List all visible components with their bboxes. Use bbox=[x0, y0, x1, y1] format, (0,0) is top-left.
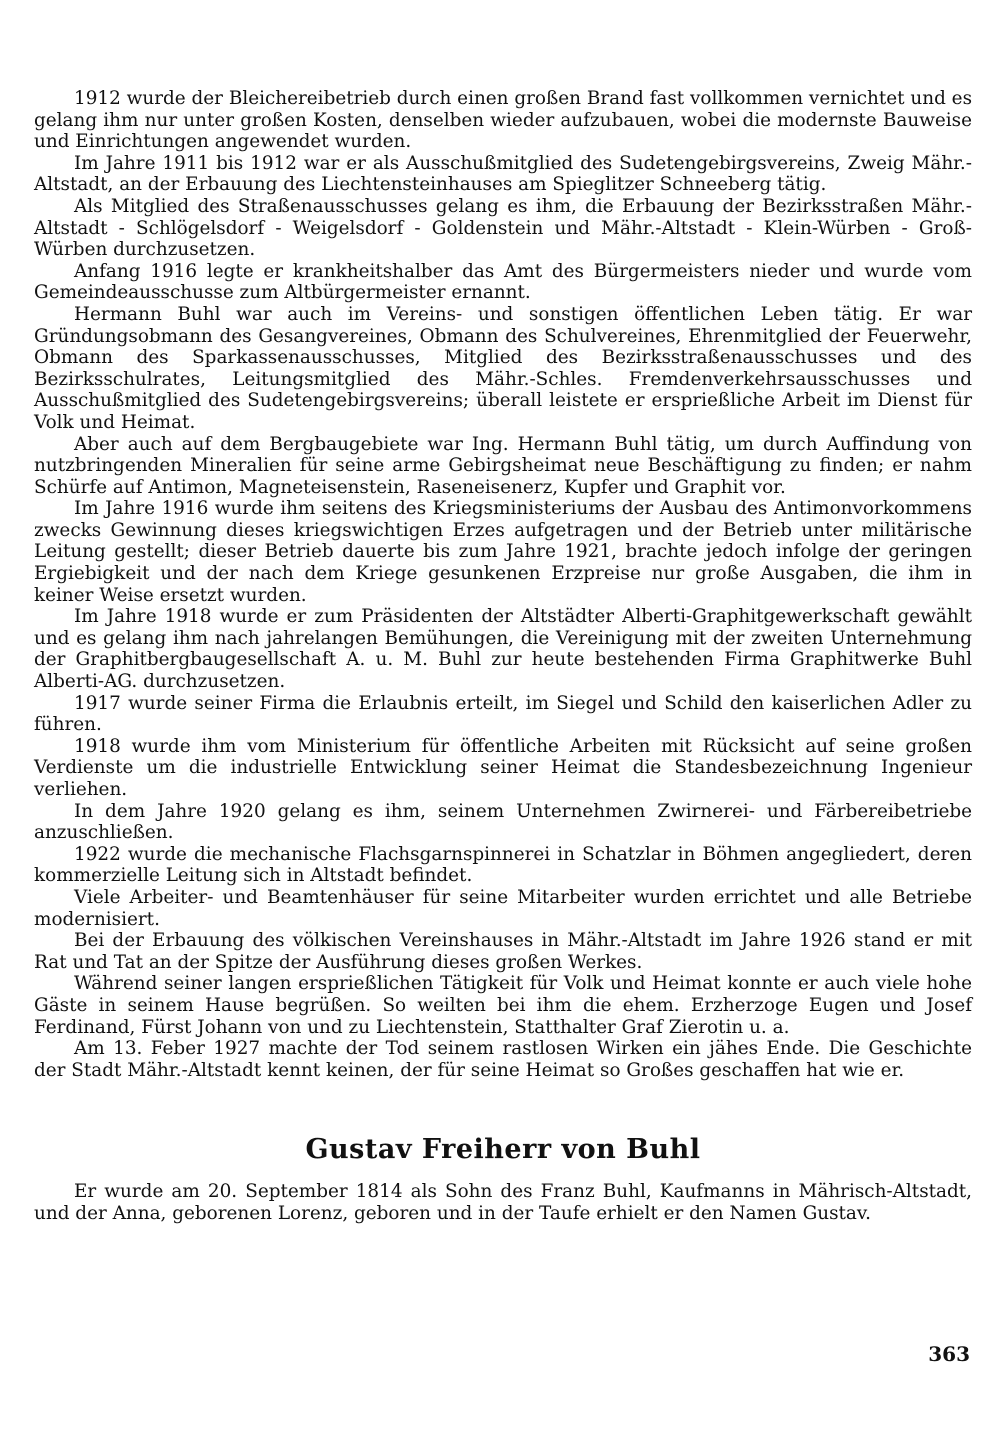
paragraph: 1918 wurde ihm vom Ministerium für öffentliche Arbeiten mit Rücksicht auf seine großen Verdienste um die industrielle Entwicklung seiner Heimat die Standesbezeichnung Ingenieur verliehen. bbox=[34, 735, 972, 800]
section-hermann-buhl bbox=[34, 88, 972, 1081]
paragraph: Im Jahre 1911 bis 1912 war er als Ausschußmitglied des Sudetengebirgsvereins, Zweig Mähr.-Altstadt, an der Erbauung des Liechtensteinhauses am Spieglitzer Schneeberg tätig. bbox=[34, 152, 972, 196]
paragraph: 1922 wurde die mechanische Flachsgarnspinnerei in Schatzlar in Böhmen angegliedert, deren kommerzielle Leitung sich in Altstadt befindet. bbox=[34, 843, 972, 887]
paragraph: In dem Jahre 1920 gelang es ihm, seinem Unternehmen Zwirnerei- und Färbereibetriebe anzuschließen. bbox=[34, 800, 972, 844]
paragraph: Im Jahre 1916 wurde ihm seitens des Kriegsministeriums der Ausbau des Antimonvorkommens zwecks Gewinnung dieses kriegswichtigen Erzes aufgetragen und der Betrieb unter militärische Leitung gestellt; dieser Betrieb dauerte bis zum Jahre 1921, brachte jedoch infolge der geringen Ergiebigkeit und der nach dem Kriege gesunkenen Erzpreise nur große Ausgaben, die ihm in keiner Weise ersetzt wurden. bbox=[34, 498, 972, 606]
paragraph: Bei der Erbauung des völkischen Vereinshauses in Mähr.-Altstadt im Jahre 1926 stand er mit Rat und Tat an der Spitze der Ausführung dieses großen Werkes. bbox=[34, 930, 972, 973]
paragraph: Anfang 1916 legte er krankheitshalber das Amt des Bürgermeisters nieder und wurde vom Gemeindeausschusse zum Altbürgermeister ernannt. bbox=[34, 260, 972, 304]
paragraph: 1912 wurde der Bleichereibetrieb durch einen großen Brand fast vollkommen vernichtet und es gelang ihm nur unter großen Kosten, denselben wieder aufzubauen, wobei die modernste Bauweise und Einrichtungen angewendet wurden. bbox=[34, 88, 973, 153]
section-heading: Gustav Freiherr von Buhl bbox=[305, 1134, 701, 1166]
paragraph: Als Mitglied des Straßenausschusses gelang es ihm, die Erbauung der Bezirksstraßen Mähr.-Altstadt - Schlögelsdorf - Weigelsdorf - Goldenstein und Mähr.-Altstadt - Klein-Würben - Groß-Würben durchzusetzen. bbox=[34, 195, 972, 261]
paragraph: Viele Arbeiter- und Beamtenhäuser für seine Mitarbeiter wurden errichtet und alle Betriebe modernisiert. bbox=[34, 886, 972, 930]
paragraph: Während seiner langen ersprießlichen Tätigkeit für Volk und Heimat konnte er auch viele hohe Gäste in seinem Hause begrüßen. So weilten bei ihm die ehem. Erzherzoge Eugen und Josef Ferdinand, Fürst Johann von und zu Liechtenstein, Statthalter Graf Zierotin u. a. bbox=[34, 973, 972, 1038]
paragraph: Hermann Buhl war auch im Vereins- und sonstigen öffentlichen Leben tätig. Er war Gründungsobmann des Gesangvereines, Obmann des Schulvereines, Ehrenmitglied der Feuerwehr, Obmann des Sparkassenausschusses, Mitglied des Bezirksstraßenausschusses und des Bezirksschulrates, Leitungsmitglied des Mähr.-Schles. Fremdenverkehrsausschusses und Ausschußmitglied des Sudetengebirgsvereins; überall leistete er ersprießliche Arbeit im Dienst für Volk und Heimat. bbox=[34, 303, 972, 433]
paragraph: Aber auch auf dem Bergbaugebiete war Ing. Hermann Buhl tätig, um durch Auffindung von nutzbringenden Mineralien für seine arme Gebirgsheimat neue Beschäftigung zu finden; er nahm Schürfe auf Antimon, Magneteisenstein, Raseneisenerz, Kupfer und Graphit vor. bbox=[34, 433, 972, 498]
document-page bbox=[34, 88, 972, 1225]
section-gustav-buhl bbox=[34, 1181, 972, 1224]
page-number: 363 bbox=[928, 1342, 970, 1366]
paragraph: Er wurde am 20. September 1814 als Sohn des Franz Buhl, Kaufmanns in Mährisch-Altstadt, und der Anna, geborenen Lorenz, geboren und in der Taufe erhielt er den Namen Gustav. bbox=[34, 1181, 972, 1224]
paragraph: 1917 wurde seiner Firma die Erlaubnis erteilt, im Siegel und Schild den kaiserlichen Adler zu führen. bbox=[34, 692, 972, 736]
paragraph: Am 13. Feber 1927 machte der Tod seinem rastlosen Wirken ein jähes Ende. Die Geschichte der Stadt Mähr.-Altstadt kennt keinen, der für seine Heimat so Großes geschaffen hat wie er. bbox=[34, 1038, 972, 1081]
paragraph: Im Jahre 1918 wurde er zum Präsidenten der Altstädter Alberti-Graphitgewerkschaft gewählt und es gelang ihm nach jahrelangen Bemühungen, die Vereinigung mit der zweiten Unternehmung der Graphitbergbaugesellschaft A. u. M. Buhl zur heute bestehenden Firma Graphitwerke Buhl Alberti-AG. durchzusetzen. bbox=[34, 606, 972, 693]
